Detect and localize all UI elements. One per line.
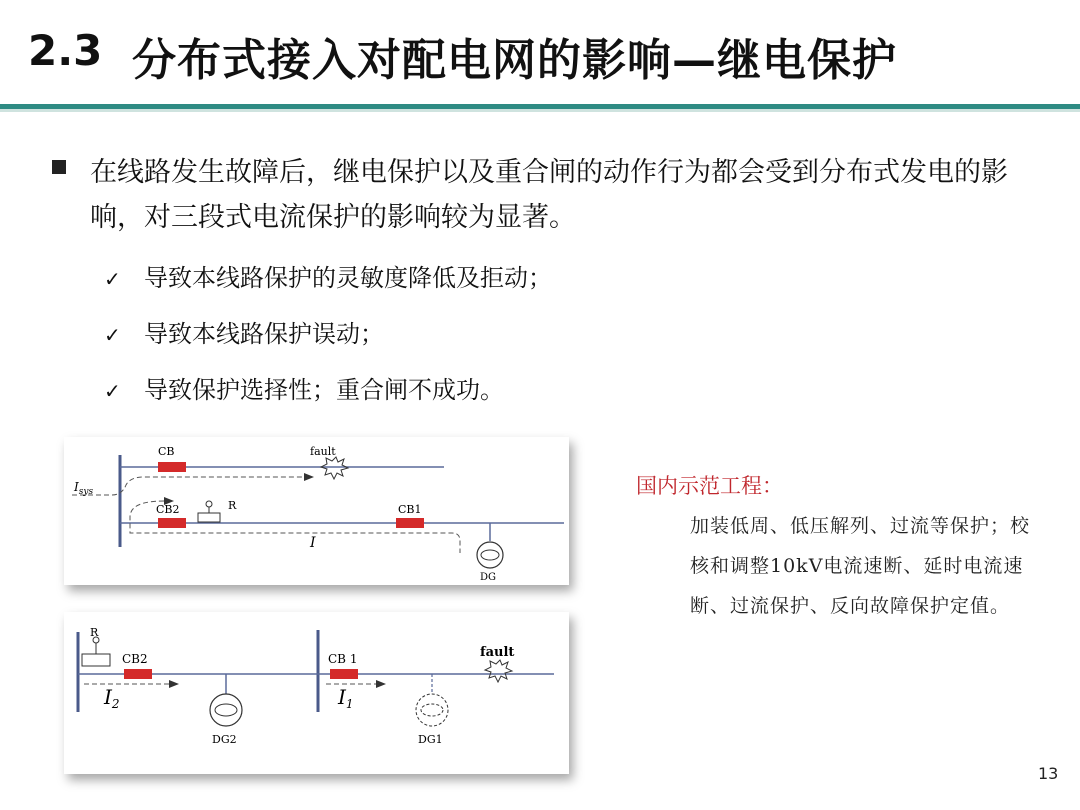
diagram-bottom-panel bbox=[64, 612, 569, 774]
relay-head bbox=[206, 501, 212, 507]
breaker-cb1 bbox=[330, 669, 358, 679]
label-isys: $I_{sys}$ bbox=[74, 480, 94, 497]
check-icon: ✓ bbox=[104, 379, 121, 403]
diagram-top-panel bbox=[64, 437, 569, 585]
label-dg2: DG2 bbox=[212, 733, 237, 746]
label-cb: CB bbox=[158, 445, 175, 458]
label-i: I bbox=[310, 535, 316, 551]
square-bullet-icon bbox=[52, 160, 66, 174]
label-cb2: CB2 bbox=[156, 503, 180, 516]
page-title: 分布式接入对配电网的影响—继电保护 bbox=[132, 35, 897, 86]
note-body: 加装低周、低压解列、过流等保护；校核和调整10kV电流速断、延时电流速断、过流保护、反向故障保护定值。 bbox=[690, 515, 1031, 617]
page-number: 13 bbox=[1038, 764, 1059, 783]
main-point: 在线路发生故障后，继电保护以及重合闸的动作行为都会受到分布式发电的影响，对三段式电流保护的影响较为显著。 bbox=[90, 157, 1008, 233]
label-fault: fault bbox=[480, 645, 515, 660]
breaker-cb2 bbox=[124, 669, 152, 679]
note-title: 国内示范工程： bbox=[636, 474, 783, 498]
label-i2: $I_2$ bbox=[104, 685, 120, 711]
fault-icon bbox=[321, 457, 348, 479]
label-r: R bbox=[228, 499, 237, 512]
label-dg: DG bbox=[480, 572, 497, 583]
label-r: R bbox=[90, 626, 99, 639]
sub-point-2: ✓ 导致本线路保护误动； bbox=[104, 320, 384, 348]
title-divider-shadow bbox=[0, 109, 1080, 112]
label-dg1: DG1 bbox=[418, 733, 443, 746]
diagram-top bbox=[64, 437, 569, 585]
label-cb1: CB1 bbox=[398, 503, 422, 516]
label-fault: fault bbox=[310, 445, 336, 458]
breaker-cb1 bbox=[396, 518, 424, 528]
diagram-bottom bbox=[64, 612, 569, 774]
relay-r bbox=[198, 513, 220, 522]
arrow-icon bbox=[304, 473, 314, 481]
section-number: 2.3 bbox=[28, 26, 103, 75]
arrow-icon bbox=[169, 680, 179, 688]
fault-icon bbox=[485, 660, 512, 682]
title-bar bbox=[0, 0, 1080, 108]
label-cb2: CB2 bbox=[122, 652, 148, 666]
relay-r bbox=[82, 654, 110, 666]
label-cb1: CB 1 bbox=[328, 652, 358, 666]
isys-path bbox=[72, 477, 304, 495]
arrow-icon bbox=[376, 680, 386, 688]
label-i1: $I_1$ bbox=[338, 685, 354, 711]
check-icon: ✓ bbox=[104, 267, 121, 291]
breaker-cb bbox=[158, 462, 186, 472]
sub-point-3: ✓ 导致保护选择性；重合闸不成功。 bbox=[104, 376, 504, 404]
breaker-cb2 bbox=[158, 518, 186, 528]
check-icon: ✓ bbox=[104, 323, 121, 347]
sub-point-1: ✓ 导致本线路保护的灵敏度降低及拒动； bbox=[104, 264, 552, 292]
